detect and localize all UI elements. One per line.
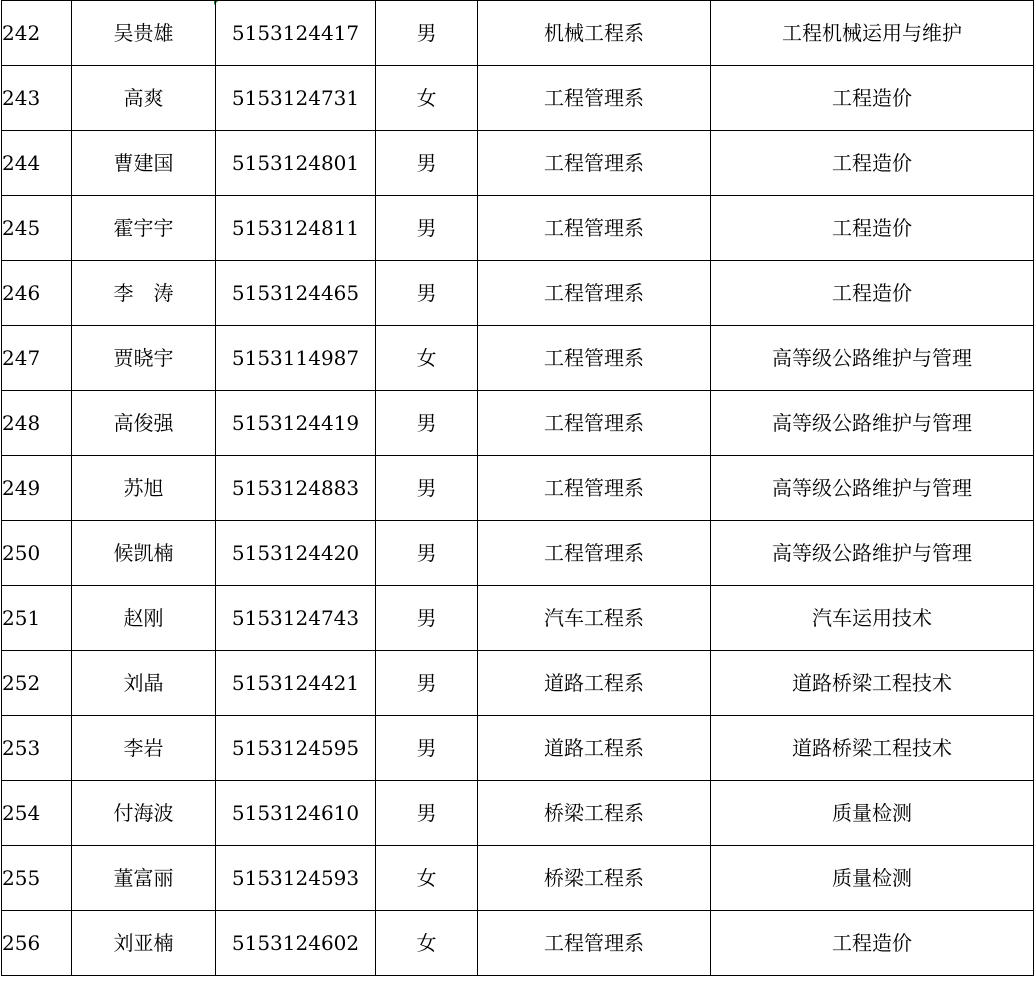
major-cell: 汽车运用技术 [711,586,1034,651]
table-row [2,456,1034,521]
student-name-cell: 董富丽 [72,846,216,911]
gender-cell: 男 [376,261,478,326]
student-name-cell: 高爽 [72,66,216,131]
major-cell: 工程造价 [711,261,1034,326]
department-cell: 桥梁工程系 [478,846,711,911]
department-cell: 工程管理系 [478,521,711,586]
student-id-cell: 5153124801 [216,131,376,196]
table-row [2,1,1034,66]
department-cell: 工程管理系 [478,456,711,521]
table-row [2,781,1034,846]
department-cell: 道路工程系 [478,716,711,781]
table-row [2,716,1034,781]
major-cell: 高等级公路维护与管理 [711,521,1034,586]
major-cell: 质量检测 [711,781,1034,846]
student-name-cell: 李 涛 [72,261,216,326]
student-id-cell: 5153124593 [216,846,376,911]
student-name-cell: 赵刚 [72,586,216,651]
student-id-cell: 5153124602 [216,911,376,976]
department-cell: 工程管理系 [478,911,711,976]
row-number-cell: 249 [2,456,72,521]
major-cell: 质量检测 [711,846,1034,911]
department-cell: 道路工程系 [478,651,711,716]
gender-cell: 男 [376,391,478,456]
table-row [2,66,1034,131]
student-name-cell: 刘晶 [72,651,216,716]
student-id-cell: 5153124419 [216,391,376,456]
student-name-cell: 吴贵雄 [72,1,216,66]
student-id-cell: 5153124610 [216,781,376,846]
student-name-cell: 曹建国 [72,131,216,196]
gender-cell: 男 [376,456,478,521]
table-row [2,391,1034,456]
table-row [2,131,1034,196]
row-number-cell: 245 [2,196,72,261]
student-name-cell: 贾晓宇 [72,326,216,391]
student-id-cell: 5153124421 [216,651,376,716]
student-name-cell: 候凯楠 [72,521,216,586]
row-number-cell: 243 [2,66,72,131]
row-number-cell: 246 [2,261,72,326]
major-cell: 工程机械运用与维护 [711,1,1034,66]
department-cell: 桥梁工程系 [478,781,711,846]
student-name-cell: 刘亚楠 [72,911,216,976]
department-cell: 工程管理系 [478,196,711,261]
department-cell: 工程管理系 [478,131,711,196]
student-id-cell: 5153124883 [216,456,376,521]
student-id-cell: 5153124420 [216,521,376,586]
table-row [2,261,1034,326]
row-number-cell: 256 [2,911,72,976]
gender-cell: 男 [376,651,478,716]
table-row [2,196,1034,261]
student-id-cell: 5153124595 [216,716,376,781]
major-cell: 工程造价 [711,131,1034,196]
row-number-cell: 253 [2,716,72,781]
department-cell: 机械工程系 [478,1,711,66]
department-cell: 汽车工程系 [478,586,711,651]
major-cell: 道路桥梁工程技术 [711,651,1034,716]
student-name-cell: 苏旭 [72,456,216,521]
student-id-cell: 5153124417 [216,1,376,66]
gender-cell: 男 [376,781,478,846]
table-row [2,846,1034,911]
table-row [2,911,1034,976]
row-number-cell: 255 [2,846,72,911]
row-number-cell: 254 [2,781,72,846]
gender-cell: 女 [376,911,478,976]
student-name-cell: 李岩 [72,716,216,781]
major-cell: 高等级公路维护与管理 [711,391,1034,456]
department-cell: 工程管理系 [478,66,711,131]
major-cell: 高等级公路维护与管理 [711,456,1034,521]
gender-cell: 男 [376,716,478,781]
gender-cell: 女 [376,326,478,391]
row-number-cell: 244 [2,131,72,196]
gender-cell: 女 [376,66,478,131]
row-number-cell: 248 [2,391,72,456]
student-id-cell: 5153124743 [216,586,376,651]
department-cell: 工程管理系 [478,391,711,456]
table-row [2,586,1034,651]
student-id-cell: 5153124811 [216,196,376,261]
row-number-cell: 250 [2,521,72,586]
table-row [2,521,1034,586]
gender-cell: 男 [376,521,478,586]
table-row [2,326,1034,391]
gender-cell: 女 [376,846,478,911]
student-name-cell: 高俊强 [72,391,216,456]
roster-body [2,1,1034,976]
major-cell: 高等级公路维护与管理 [711,326,1034,391]
student-id-cell: 5153114987 [216,326,376,391]
gender-cell: 男 [376,131,478,196]
major-cell: 工程造价 [711,196,1034,261]
major-cell: 工程造价 [711,911,1034,976]
major-cell: 工程造价 [711,66,1034,131]
student-roster-table [1,0,1034,976]
student-name-cell: 霍宇宇 [72,196,216,261]
table-row [2,651,1034,716]
major-cell: 道路桥梁工程技术 [711,716,1034,781]
row-number-cell: 251 [2,586,72,651]
gender-cell: 男 [376,586,478,651]
gender-cell: 男 [376,1,478,66]
row-number-cell: 242 [2,1,72,66]
row-number-cell: 252 [2,651,72,716]
student-id-cell: 5153124731 [216,66,376,131]
student-name-cell: 付海波 [72,781,216,846]
department-cell: 工程管理系 [478,261,711,326]
gender-cell: 男 [376,196,478,261]
student-id-cell: 5153124465 [216,261,376,326]
row-number-cell: 247 [2,326,72,391]
department-cell: 工程管理系 [478,326,711,391]
